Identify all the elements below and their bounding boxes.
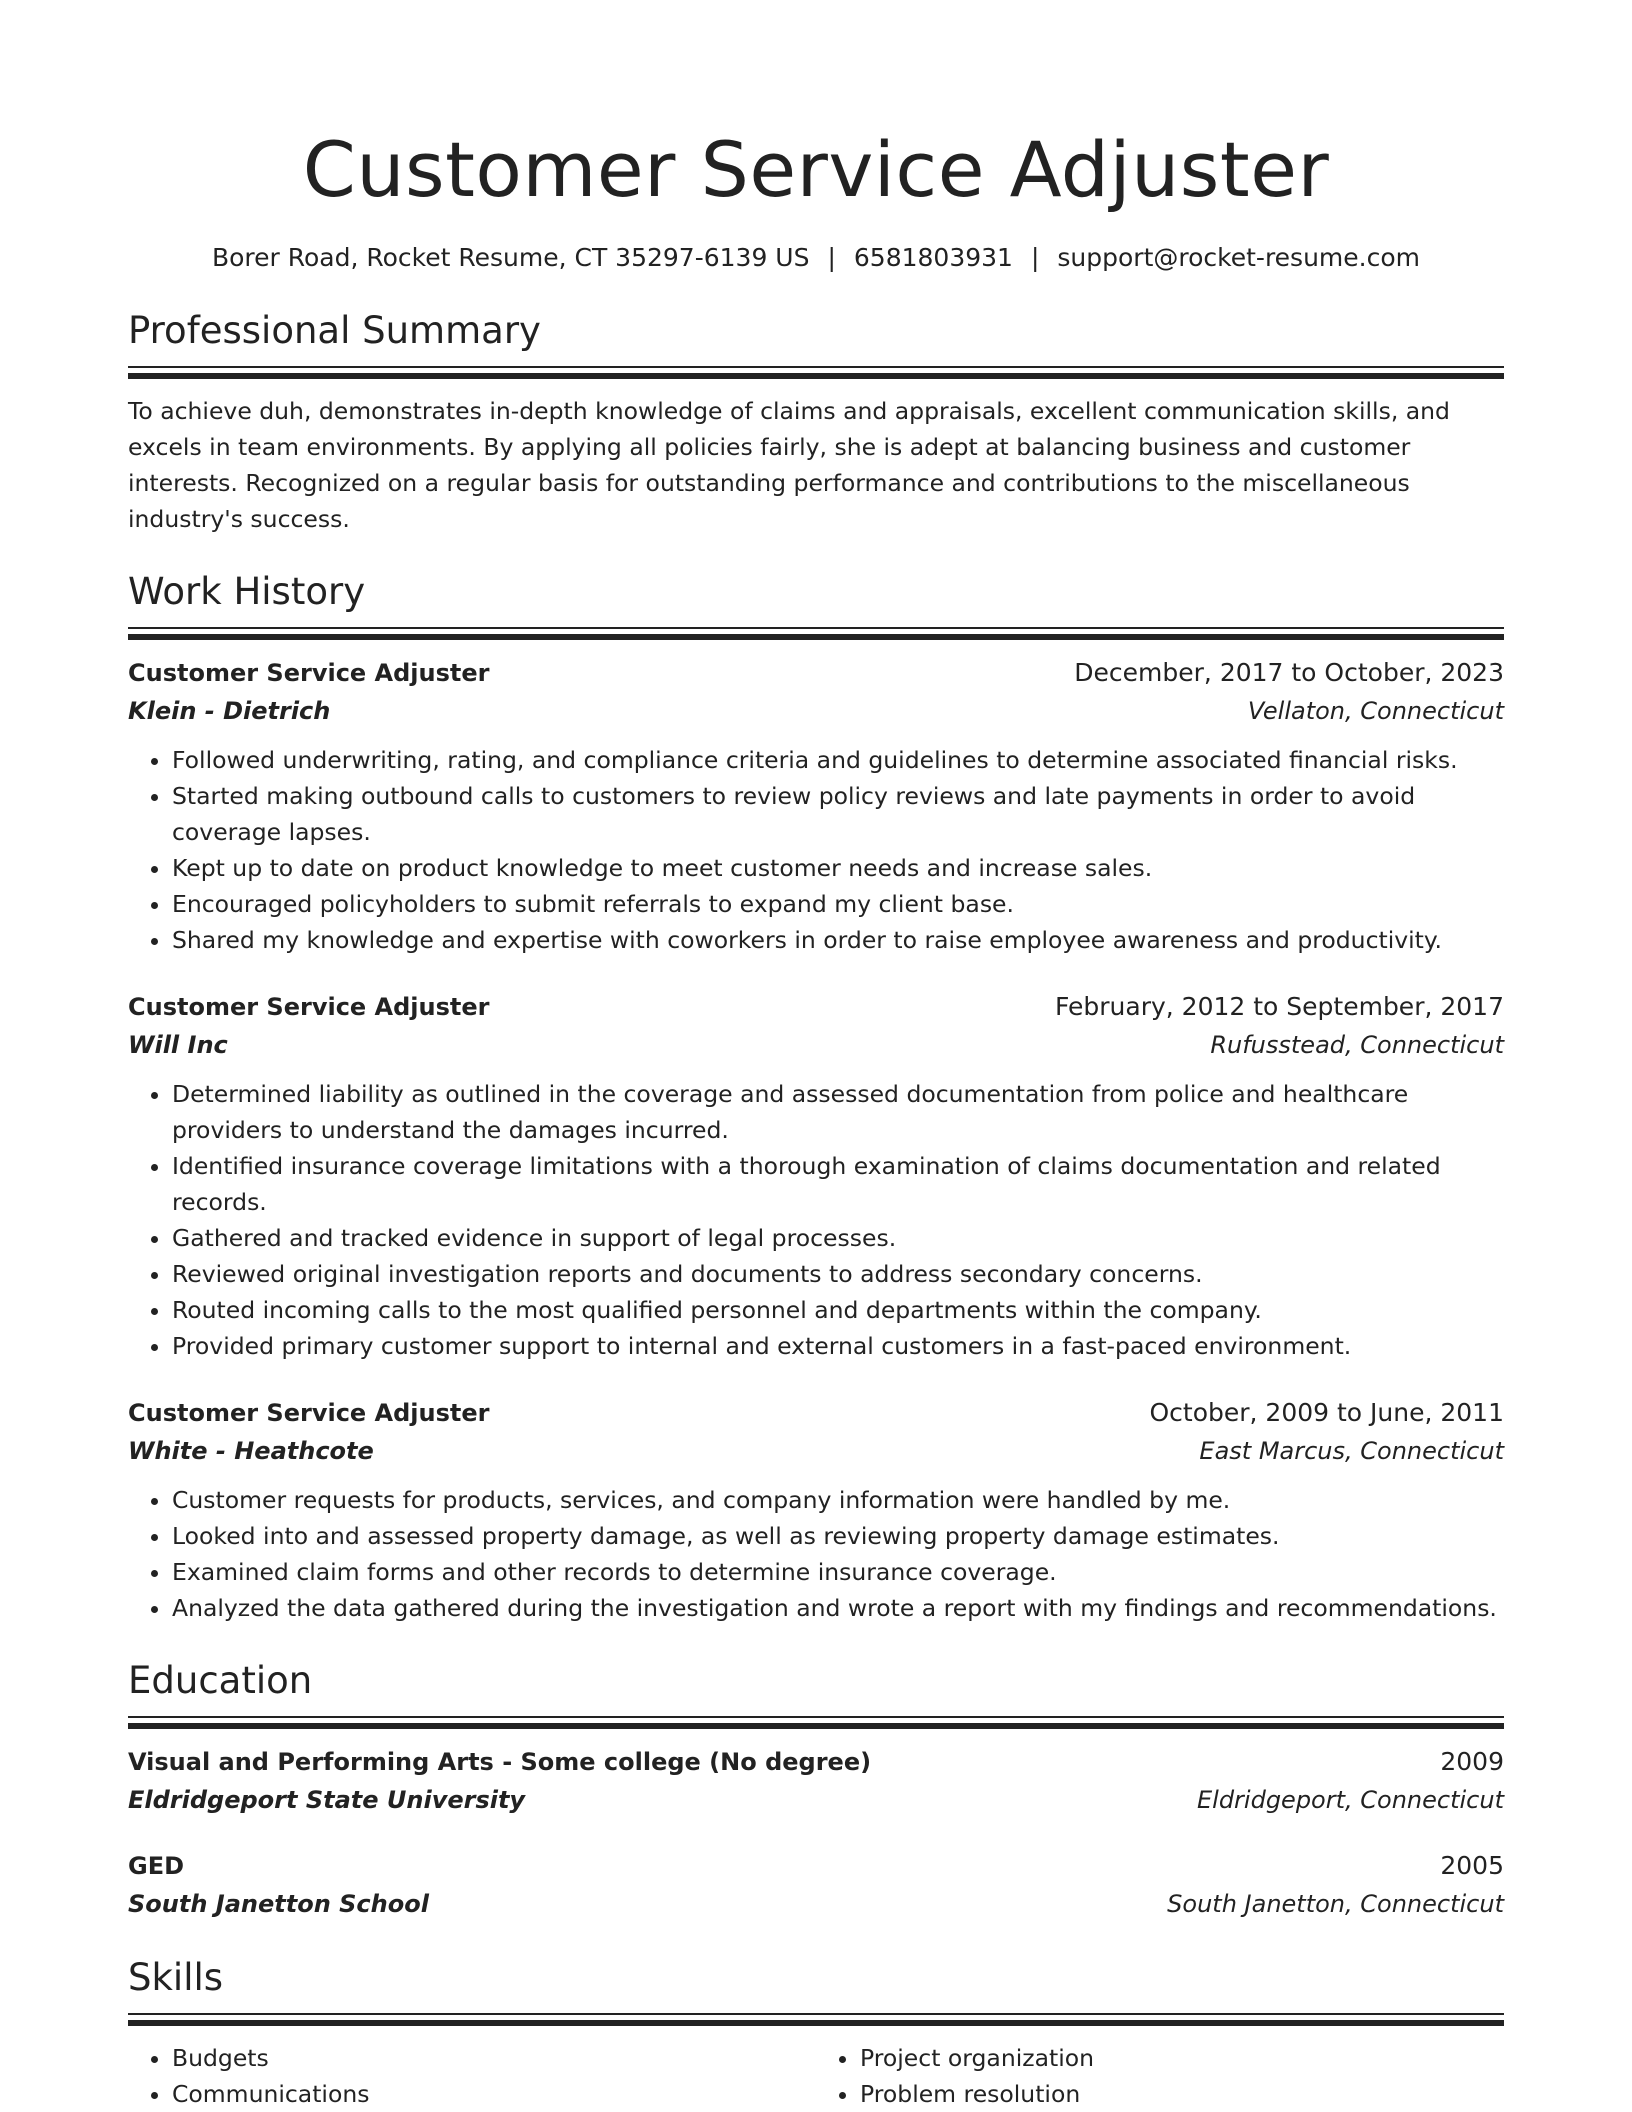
candidate-name: Customer Service Adjuster bbox=[302, 125, 1330, 214]
skills-column-right bbox=[816, 2040, 1504, 2112]
job-company: Will Inc bbox=[128, 1031, 228, 1059]
job-bullets bbox=[128, 1076, 1504, 1364]
job-bullet: • Looked into and assessed property damage, as well as reviewing property damage estimates. bbox=[172, 1518, 1504, 1554]
job-entry bbox=[128, 1394, 1504, 1626]
job-bullets bbox=[128, 1482, 1504, 1626]
job-bullet: • Identified insurance coverage limitations with a thorough examination of claims documentation and related records. bbox=[172, 1148, 1504, 1220]
education-entry bbox=[128, 1847, 1504, 1923]
job-bullet: • Reviewed original investigation reports and documents to address secondary concerns. bbox=[172, 1256, 1504, 1292]
education-location: Eldridgeport, Connecticut bbox=[1196, 1786, 1504, 1814]
job-bullet: • Started making outbound calls to customers to review policy reviews and late payments in order to avoid coverage lapses. bbox=[172, 778, 1504, 850]
skills-section bbox=[128, 1953, 1504, 2112]
job-bullets bbox=[128, 742, 1504, 958]
job-location: Vellaton, Connecticut bbox=[1247, 697, 1504, 725]
education-location: South Janetton, Connecticut bbox=[1167, 1890, 1504, 1918]
summary-text: To achieve duh, demonstrates in-depth knowledge of claims and appraisals, excellent communication skills, and excels in team environments. By applying all policies fairly, she is adept at balancing business and customer interests. Recognized on a regular basis for outstanding performance and contributions to the miscellaneous industry's success. bbox=[128, 397, 1450, 533]
section-divider bbox=[128, 627, 1504, 640]
education-school: South Janetton School bbox=[128, 1890, 429, 1918]
contact-line bbox=[128, 240, 1504, 276]
job-bullet: • Kept up to date on product knowledge to meet customer needs and increase sales. bbox=[172, 850, 1504, 886]
section-divider bbox=[128, 2013, 1504, 2026]
job-location: East Marcus, Connecticut bbox=[1199, 1437, 1504, 1465]
job-company: Klein - Dietrich bbox=[128, 697, 331, 725]
job-bullet: • Determined liability as outlined in the coverage and assessed documentation from police and healthcare providers to understand the damages incurred. bbox=[172, 1076, 1504, 1148]
job-dates: October, 2009 to June, 2011 bbox=[1149, 1398, 1504, 1427]
job-bullet: • Routed incoming calls to the most qualified personnel and departments within the company. bbox=[172, 1292, 1504, 1328]
contact-address: Borer Road, Rocket Resume, CT 35297-6139 US bbox=[211, 243, 810, 272]
education-year: 2005 bbox=[1440, 1851, 1504, 1880]
job-bullet: • Customer requests for products, services, and company information were handled by me. bbox=[172, 1482, 1504, 1518]
section-divider bbox=[128, 366, 1504, 379]
job-title: Customer Service Adjuster bbox=[128, 993, 490, 1021]
job-bullet: • Gathered and tracked evidence in support of legal processes. bbox=[172, 1220, 1504, 1256]
contact-phone: 6581803931 bbox=[853, 243, 1013, 272]
education-year: 2009 bbox=[1440, 1747, 1504, 1776]
job-entry bbox=[128, 988, 1504, 1364]
job-title: Customer Service Adjuster bbox=[128, 659, 490, 687]
skill-item: • Problem resolution bbox=[860, 2076, 1504, 2112]
work-history-section bbox=[128, 567, 1504, 1626]
job-bullet: • Provided primary customer support to internal and external customers in a fast-paced environment. bbox=[172, 1328, 1504, 1364]
education-section bbox=[128, 1656, 1504, 1923]
section-title-skills: Skills bbox=[128, 1956, 224, 1999]
job-bullet: • Shared my knowledge and expertise with coworkers in order to raise employee awareness and productivity. bbox=[172, 922, 1504, 958]
section-title-education: Education bbox=[128, 1659, 313, 1702]
education-degree: GED bbox=[128, 1852, 185, 1880]
job-dates: February, 2012 to September, 2017 bbox=[1055, 992, 1504, 1021]
section-title-work-history: Work History bbox=[128, 570, 366, 613]
education-degree: Visual and Performing Arts - Some college (No degree) bbox=[128, 1748, 872, 1776]
job-bullet: • Examined claim forms and other records to determine insurance coverage. bbox=[172, 1554, 1504, 1590]
job-entry bbox=[128, 654, 1504, 958]
section-title-summary: Professional Summary bbox=[128, 309, 541, 352]
contact-separator: | bbox=[1030, 243, 1040, 272]
job-bullet: • Encouraged policyholders to submit referrals to expand my client base. bbox=[172, 886, 1504, 922]
job-bullet: • Analyzed the data gathered during the investigation and wrote a report with my findings and recommendations. bbox=[172, 1590, 1504, 1626]
skill-item: • Communications bbox=[172, 2076, 816, 2112]
skills-column-left bbox=[128, 2040, 816, 2112]
education-entry bbox=[128, 1743, 1504, 1819]
skill-item: • Budgets bbox=[172, 2040, 816, 2076]
job-title: Customer Service Adjuster bbox=[128, 1399, 490, 1427]
job-company: White - Heathcote bbox=[128, 1437, 374, 1465]
job-location: Rufusstead, Connecticut bbox=[1210, 1031, 1504, 1059]
job-dates: December, 2017 to October, 2023 bbox=[1074, 658, 1504, 687]
skills-list bbox=[128, 2040, 1504, 2112]
education-school: Eldridgeport State University bbox=[128, 1786, 526, 1814]
contact-email[interactable]: support@rocket-resume.com bbox=[1057, 243, 1421, 272]
summary-section bbox=[128, 306, 1504, 537]
contact-separator: | bbox=[827, 243, 836, 272]
job-bullet: • Followed underwriting, rating, and compliance criteria and guidelines to determine associated financial risks. bbox=[172, 742, 1504, 778]
section-divider bbox=[128, 1716, 1504, 1729]
skill-item: • Project organization bbox=[860, 2040, 1504, 2076]
